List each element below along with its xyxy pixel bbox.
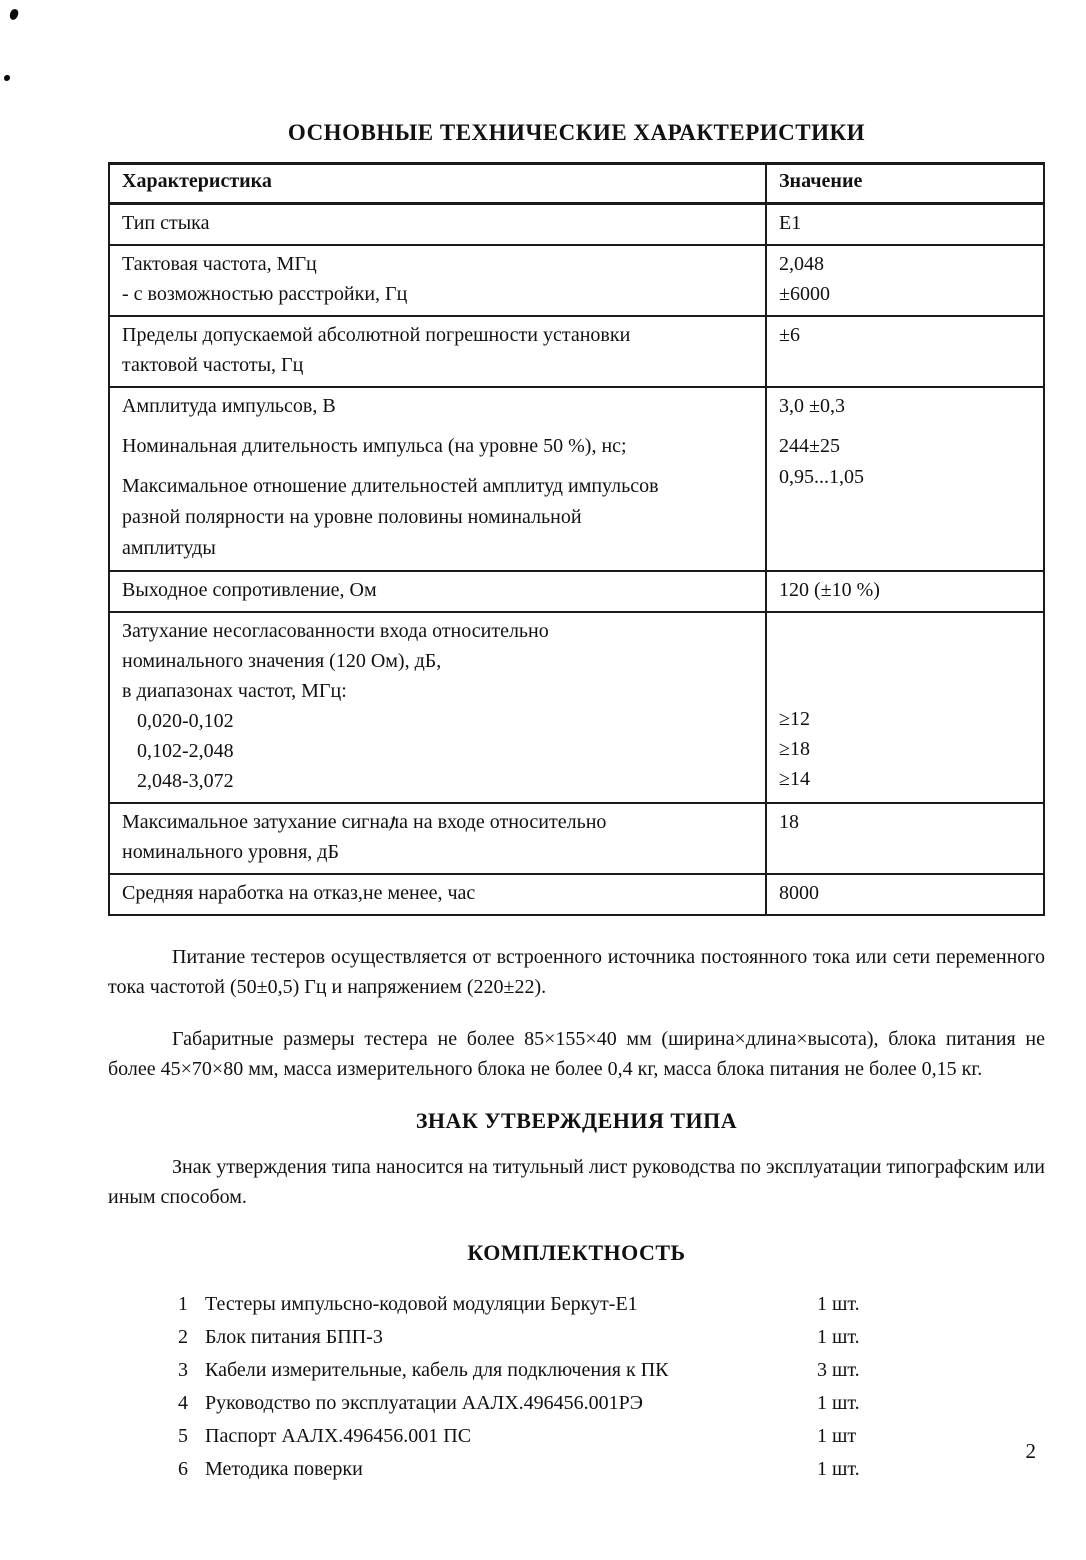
list-item bbox=[108, 1387, 1045, 1420]
item-text: Тестеры импульсно-кодовой модуляции Беркут-Е1 bbox=[205, 1293, 638, 1315]
value-cell: ±6 bbox=[765, 317, 1043, 386]
item-number: 2 bbox=[178, 1326, 188, 1348]
item-quantity: 3 шт. bbox=[817, 1359, 860, 1381]
list-item bbox=[108, 1420, 1045, 1453]
list-item bbox=[108, 1453, 1045, 1486]
item-number: 3 bbox=[178, 1359, 188, 1381]
specs-table bbox=[108, 162, 1045, 916]
ink-dot-artifact bbox=[9, 8, 19, 21]
item-text: Руководство по эксплуатации ААЛХ.496456.001РЭ bbox=[205, 1392, 644, 1414]
cell-spacer bbox=[779, 616, 1031, 704]
table-row bbox=[110, 611, 1043, 802]
item-number: 5 bbox=[178, 1425, 188, 1447]
page-number: 2 bbox=[1025, 1439, 1036, 1463]
page-title: ОСНОВНЫЕ ТЕХНИЧЕСКИЕ ХАРАКТЕРИСТИКИ bbox=[287, 120, 866, 145]
item-quantity: 1 шт. bbox=[817, 1458, 860, 1480]
characteristic-cell: Максимальное затухание сигнала на входе относительно номинального уровня, дБ bbox=[122, 811, 607, 863]
column-header-characteristic: Характеристика bbox=[122, 170, 272, 192]
value-cell: 8000 bbox=[765, 875, 1043, 914]
power-supply-paragraph: Питание тестеров осуществляется от встроенного источника постоянного тока или сети переменного тока частотой (50±0,5) Гц и напряжением (220±22). bbox=[108, 946, 1045, 998]
item-text: Блок питания БПП-3 bbox=[205, 1326, 383, 1348]
item-number: 6 bbox=[178, 1458, 188, 1480]
characteristic-cell: Средняя наработка на отказ,не менее, час bbox=[122, 882, 476, 904]
list-item bbox=[108, 1354, 1045, 1387]
kit-list bbox=[108, 1288, 1045, 1486]
column-header-value: Значение bbox=[765, 165, 1043, 202]
table-row bbox=[110, 244, 1043, 315]
value-cell: 2,048 ±6000 bbox=[765, 246, 1043, 315]
table-row bbox=[110, 802, 1043, 873]
item-text: Методика поверки bbox=[205, 1458, 363, 1480]
table-row bbox=[110, 386, 1043, 570]
characteristic-cell: Пределы допускаемой абсолютной погрешности установки тактовой частоты, Гц bbox=[122, 324, 631, 376]
item-quantity: 1 шт. bbox=[817, 1293, 860, 1315]
value-cell: 120 (±10 %) bbox=[765, 572, 1043, 611]
list-item bbox=[108, 1321, 1045, 1354]
item-number: 4 bbox=[178, 1392, 188, 1414]
characteristic-cell: Затухание несогласованности входа относительно номинального значения (120 Ом), дБ, в диапазонах частот, МГц: 0,020-0,102 0,102-2,048 2,048-3,072 bbox=[122, 620, 549, 792]
table-header-row bbox=[110, 165, 1043, 203]
table-row bbox=[110, 873, 1043, 914]
ink-dot-artifact bbox=[4, 75, 10, 81]
item-quantity: 1 шт. bbox=[817, 1392, 860, 1414]
item-quantity: 1 шт bbox=[817, 1425, 857, 1447]
page-content bbox=[108, 118, 1045, 1486]
section-heading-type-approval: ЗНАК УТВЕРЖДЕНИЯ ТИПА bbox=[415, 1108, 738, 1133]
table-row bbox=[110, 570, 1043, 611]
value-cell: 3,0 ±0,3 244±25 0,95...1,05 bbox=[765, 388, 1043, 570]
item-number: 1 bbox=[178, 1293, 188, 1315]
dimensions-paragraph: Габаритные размеры тестера не более 85×155×40 мм (ширина×длина×высота), блока питания не более 45×70×80 мм, масса измерительного блока не более 0,4 кг, масса блока питания не более 0,15 кг. bbox=[108, 1028, 1045, 1080]
characteristic-cell: Тип стыка bbox=[122, 212, 210, 234]
value-cell: 18 bbox=[765, 804, 1043, 873]
value-cell: ≥12 ≥18 ≥14 bbox=[765, 613, 1043, 802]
section-heading-kit: КОМПЛЕКТНОСТЬ bbox=[467, 1240, 686, 1265]
table-row bbox=[110, 315, 1043, 386]
value-cell: Е1 bbox=[765, 205, 1043, 244]
table-row bbox=[110, 203, 1043, 244]
characteristic-cell: Амплитуда импульсов, В Номинальная длительность импульса (на уровне 50 %), нс; Максимальное отношение длительностей амплитуд импульсов разной полярности на уровне половины номинальной амплитуды bbox=[122, 395, 659, 559]
characteristic-cell: Выходное сопротивление, Ом bbox=[122, 579, 377, 601]
list-item bbox=[108, 1288, 1045, 1321]
item-quantity: 1 шт. bbox=[817, 1326, 860, 1348]
characteristic-cell: Тактовая частота, МГц - с возможностью расстройки, Гц bbox=[122, 253, 408, 305]
item-text: Паспорт ААЛХ.496456.001 ПС bbox=[205, 1425, 472, 1447]
type-approval-paragraph: Знак утверждения типа наносится на титульный лист руководства по эксплуатации типографским или иным способом. bbox=[108, 1156, 1045, 1208]
item-text: Кабели измерительные, кабель для подключения к ПК bbox=[205, 1359, 669, 1381]
